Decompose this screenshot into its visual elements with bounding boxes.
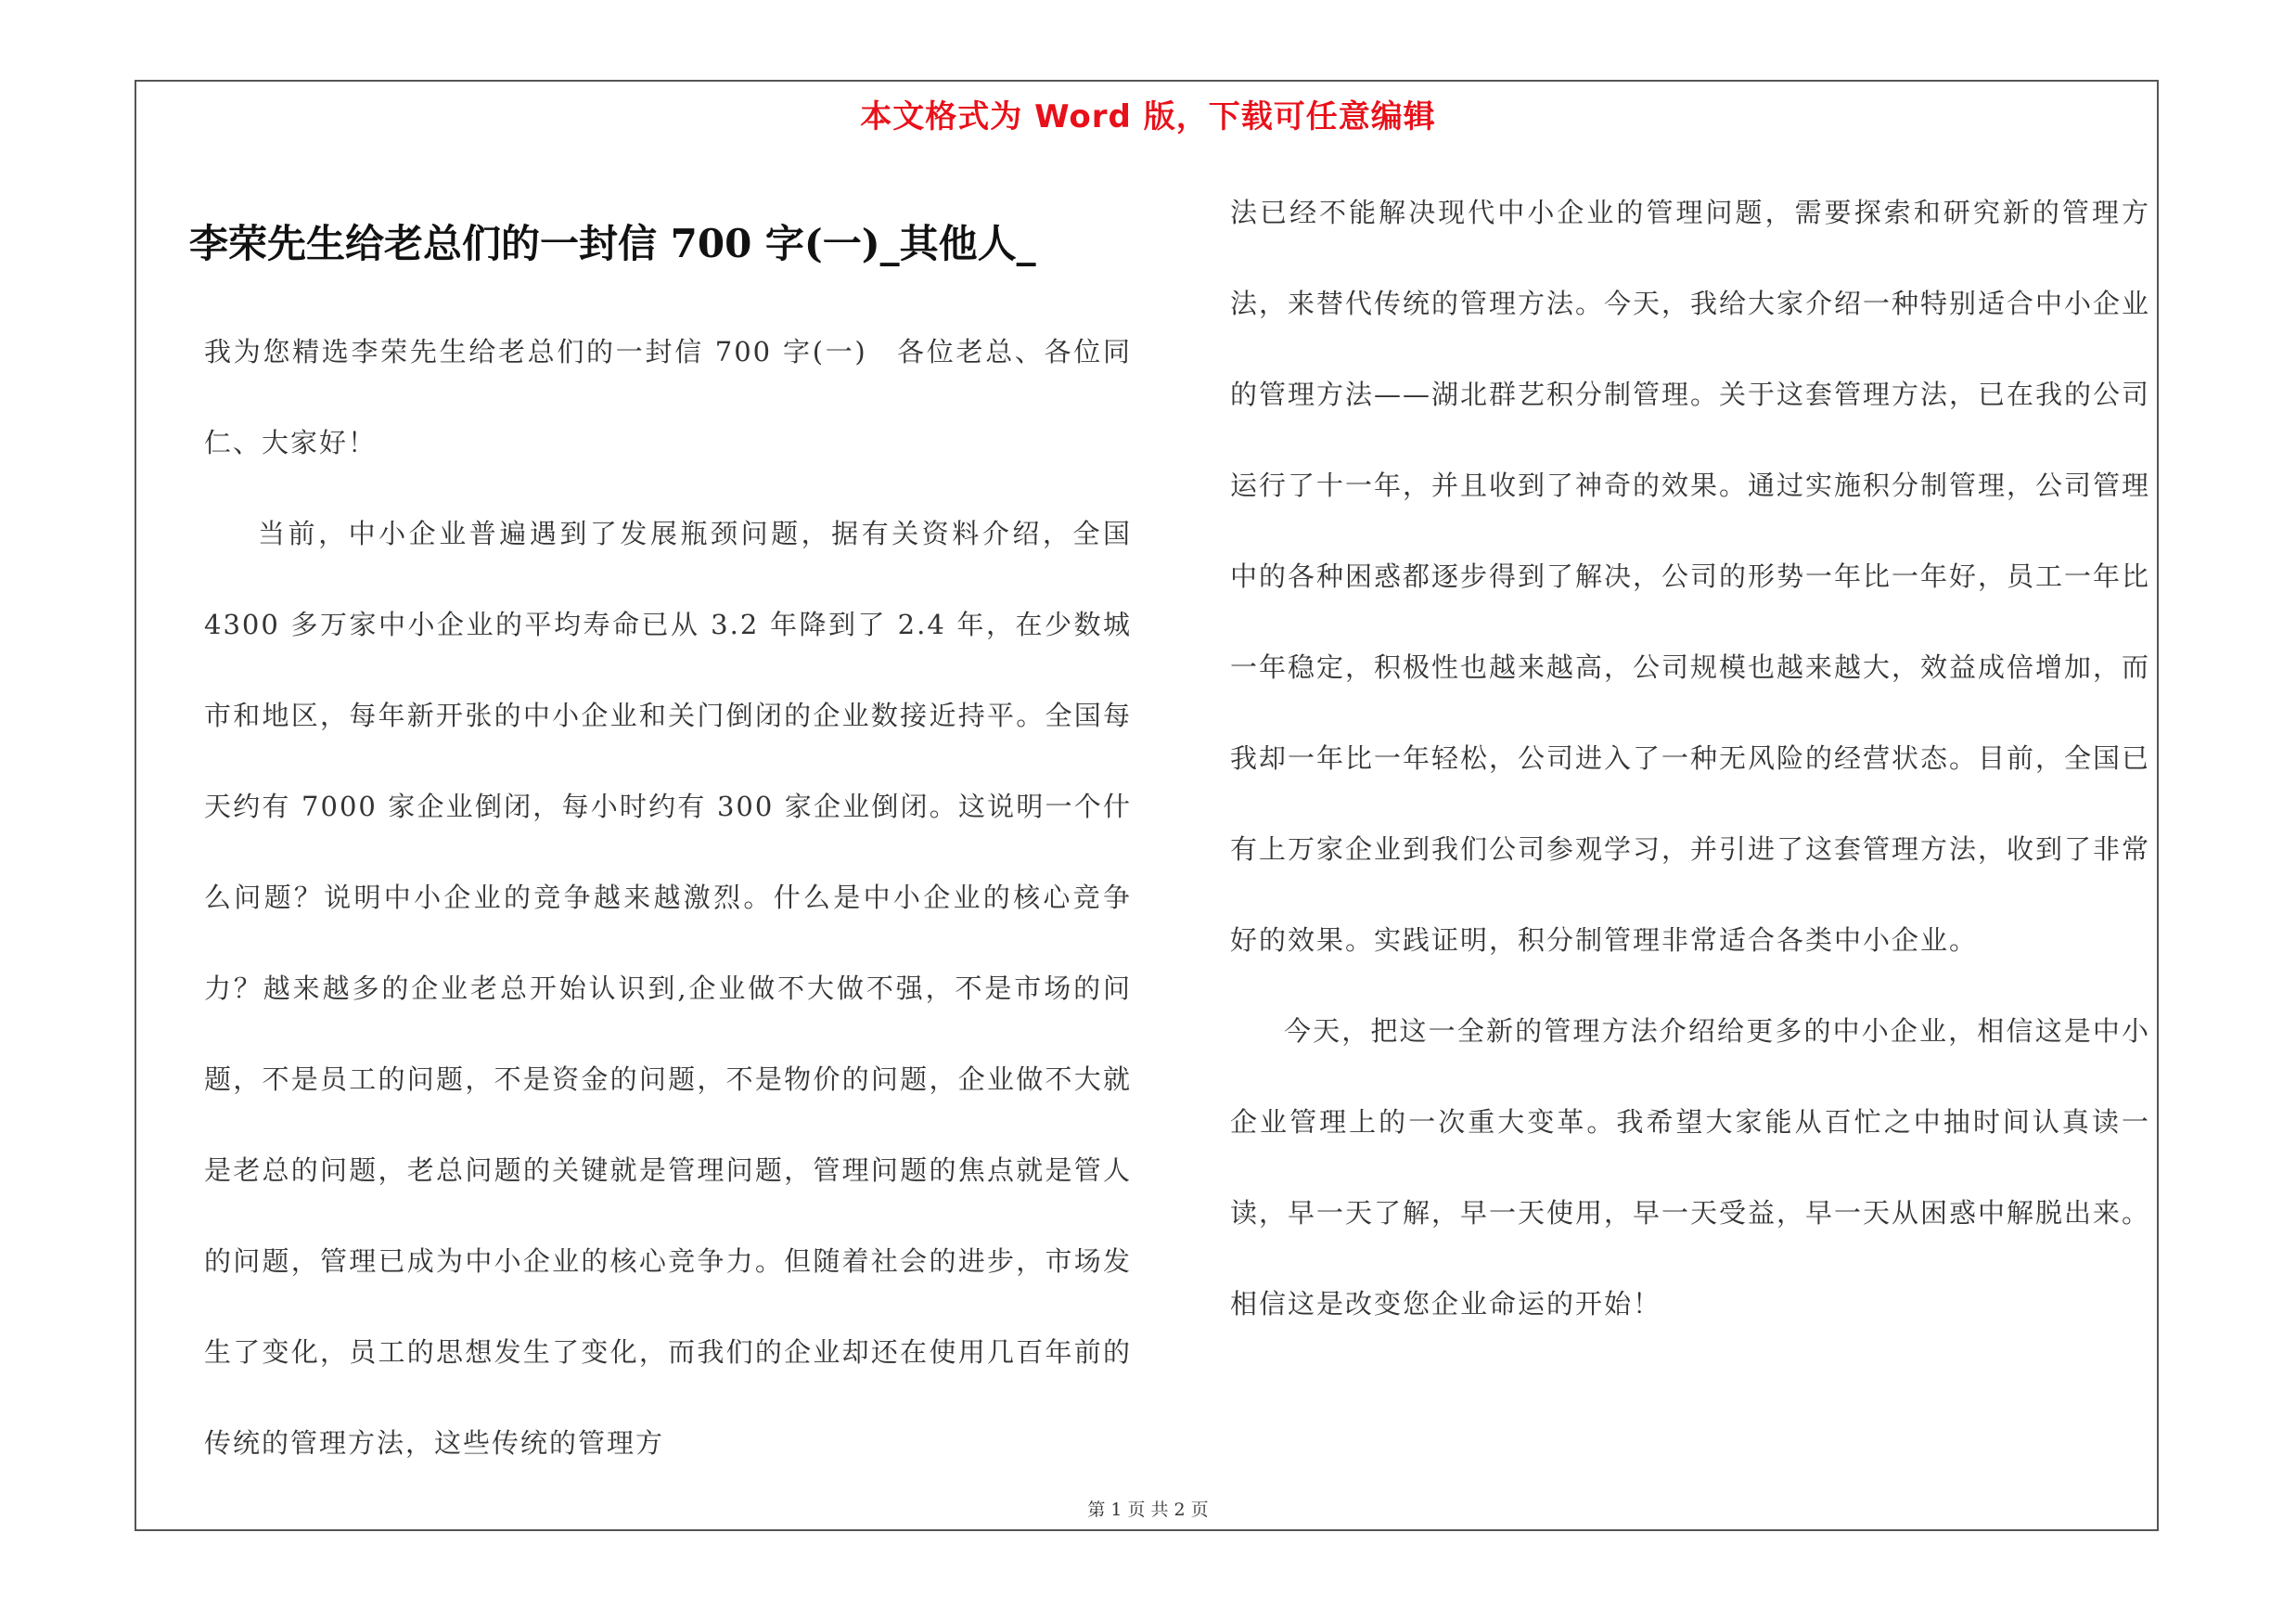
format-banner: 本文格式为 Word 版，下载可任意编辑 xyxy=(860,98,1436,135)
closing-paragraph: 今天，把这一全新的管理方法介绍给更多的中小企业，相信这是中小企业管理上的一次重大变革。我希望大家能从百忙之中抽时间认真读一读，早一天了解，早一天使用，早一天受益，早一天从困惑中解脱出来。相信这是改变您企业命运的开始！ xyxy=(1230,1015,2151,1320)
right-column xyxy=(1230,167,2150,1349)
body-paragraph-continued: 法已经不能解决现代中小企业的管理问题，需要探索和研究新的管理方法，来替代传统的管理方法。今天，我给大家介绍一种特别适合中小企业的管理方法——湖北群艺积分制管理。关于这套管理方法，已在我的公司运行了十一年，并且收到了神奇的效果。通过实施积分制管理，公司管理中的各种困惑都逐步得到了解决，公司的形势一年比一年好，员工一年比一年稳定，积极性也越来越高，公司规模也越来越大，效益成倍增加，而我却一年比一年轻松，公司进入了一种无风险的经营状态。目前，全国已有上万家企业到我们公司参观学习，并引进了这套管理方法，收到了非常好的效果。实践证明，积分制管理非常适合各类中小企业。 xyxy=(1230,197,2151,956)
body-paragraph: 当前，中小企业普遍遇到了发展瓶颈问题，据有关资料介绍，全国 4300 多万家中小企业的平均寿命已从 3.2 年降到了 2.4 年，在少数城市和地区，每年新开张的中小企业和关门倒闭的企业数接近持平。全国每天约有 7000 家企业倒闭，每小时约有 300 家企业倒闭。这说明一个什么问题？说明中小企业的竞争越来越激烈。什么是中小企业的核心竞争力？越来越多的企业老总开始认识到,企业做不大做不强，不是市场的问题，不是员工的问题，不是资金的问题，不是物价的问题，企业做不大就是老总的问题，老总问题的关键就是管理问题，管理问题的焦点就是管人的问题，管理已成为中小企业的核心竞争力。但随着社会的进步，市场发生了变化，员工的思想发生了变化，而我们的企业却还在使用几百年前的传统的管理方法，这些传统的管理方 xyxy=(204,518,1132,1459)
left-column xyxy=(204,306,1132,1485)
page-number: 第 1 页 共 2 页 xyxy=(1087,1500,1209,1520)
document-title: 李荣先生给老总们的一封信 700 字(一)_其他人_ xyxy=(189,221,1036,266)
intro-paragraph: 我为您精选李荣先生给老总们的一封信 700 字(一) 各位老总、各位同仁、大家好！ xyxy=(204,336,1132,458)
